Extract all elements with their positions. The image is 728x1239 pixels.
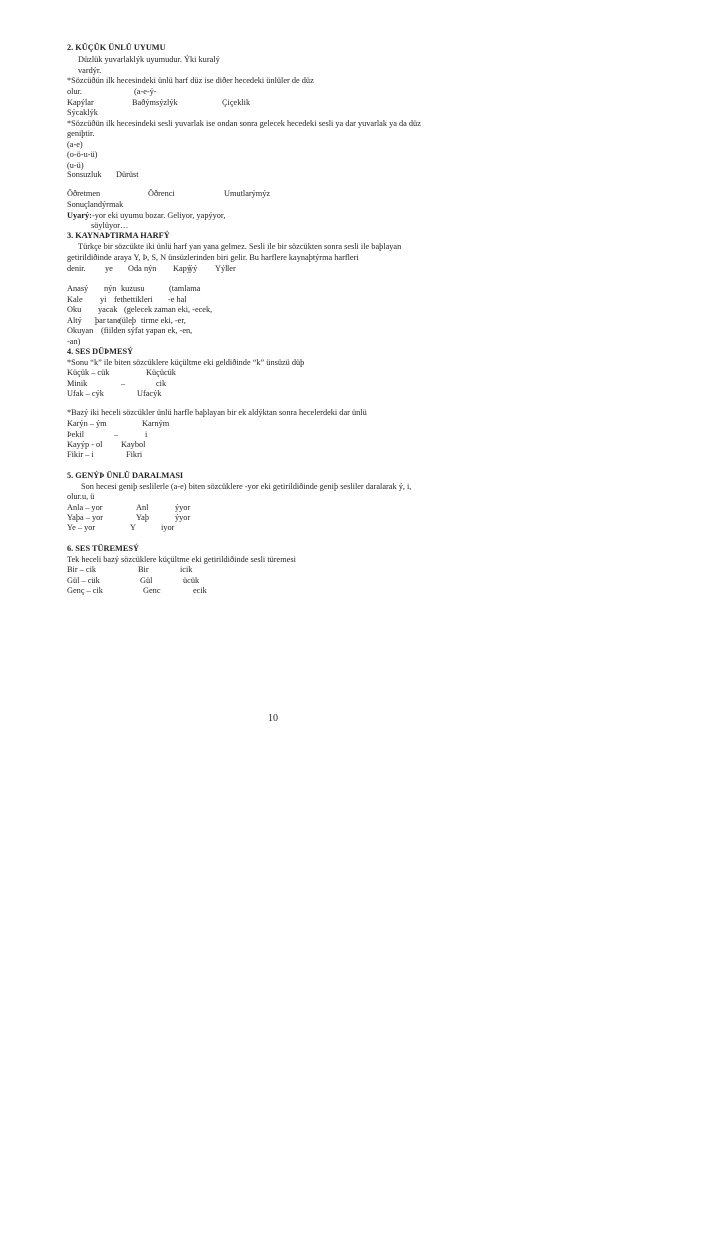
text-line: (u-ü) <box>67 161 84 170</box>
text-fragment: yacak <box>98 305 118 314</box>
text-fragment: Gül – cük <box>67 576 100 585</box>
page-number: 10 <box>268 713 278 724</box>
text-fragment: Oda <box>128 264 142 273</box>
text-fragment: olur. <box>67 87 82 96</box>
text-fragment: Anla – yor <box>67 503 103 512</box>
text-fragment: ýý <box>189 264 198 273</box>
text-fragment: iyor <box>161 523 175 532</box>
text-fragment: þar <box>95 316 106 325</box>
text-fragment: Oku <box>67 305 82 314</box>
text-line: olur.u, ü <box>67 492 95 501</box>
text-fragment: Kayýp - ol <box>67 440 103 449</box>
text-fragment: -yor eki uyumu bozar. Geliyor, yapýyor, <box>92 211 226 220</box>
text-fragment: cik <box>156 379 167 388</box>
text-fragment: (üleþ <box>119 316 137 325</box>
text-line: *Sözcüðün ilk hecesindeki ünlü harf düz ise diðer hecedeki ünlüler de düz <box>67 76 314 85</box>
text-line: Sonuçlandýrmak <box>67 200 124 209</box>
text-fragment: Baðýmsýzlýk <box>132 98 178 107</box>
warning-label: Uyarý: <box>67 211 92 220</box>
text-fragment: yi <box>100 295 107 304</box>
text-line: getirildiðinde araya Y, Þ, S, N ünsüzlerinden biri gelir. Bu harflere kaynaþtýrma harfleri <box>67 253 359 262</box>
text-fragment: – <box>114 430 119 439</box>
text-fragment: Altý <box>67 316 82 325</box>
text-fragment: nýn <box>144 264 157 273</box>
text-fragment: Bir <box>138 565 149 574</box>
text-fragment: ler <box>227 264 236 273</box>
text-line: Tek heceli bazý sözcüklere küçültme eki getirildiðinde sesli türemesi <box>67 555 296 564</box>
text-line: *Sonu “k” ile biten sözcüklere küçültme eki geldiðinde “k” ünsüzü düþ <box>67 358 305 367</box>
text-fragment: Bir – cik <box>67 565 97 574</box>
text-fragment: denir. <box>67 264 86 273</box>
text-line: geniþtir. <box>67 129 95 138</box>
text-fragment: ye <box>105 264 113 273</box>
text-fragment: Çiçeklik <box>222 98 251 107</box>
text-fragment: Kapýlar <box>67 98 94 107</box>
text-fragment: Minik <box>67 379 88 388</box>
section-3-title: 3. KAYNAÞTIRMA HARFÝ <box>67 231 170 240</box>
text-line: vardýr. <box>78 66 102 75</box>
text-fragment: Yaþa – yor <box>67 513 104 522</box>
text-fragment: (tamlama <box>169 284 201 293</box>
section-5-title: 5. GENÝÞ ÜNLÜ DARALMASI <box>67 471 184 480</box>
text-fragment: Kaybol <box>121 440 146 449</box>
text-fragment: Okuyan <box>67 326 94 335</box>
text-fragment: Þekil <box>67 430 85 439</box>
text-fragment: Genç – cik <box>67 586 103 595</box>
text-fragment: Yaþ <box>136 513 149 522</box>
text-fragment: Küçücük <box>146 368 176 377</box>
text-fragment: Ye – yor <box>67 523 96 532</box>
text-fragment: (gelecek zaman eki, -ecek, <box>124 305 213 314</box>
text-fragment: tirme eki, -er, <box>141 316 186 325</box>
text-fragment: Öðretmen <box>67 189 101 198</box>
text-line: (a-e) <box>67 140 83 149</box>
section-4-title: 4. SES DÜÞMESÝ <box>67 347 134 356</box>
text-fragment: Kale <box>67 295 83 304</box>
text-fragment: Yýl <box>215 264 228 273</box>
section-2-title: 2. KÜÇÜK ÜNLÜ UYUMU <box>67 43 166 52</box>
text-fragment: – <box>121 379 126 388</box>
text-fragment: ücük <box>183 576 200 585</box>
text-fragment: Anl <box>136 503 149 512</box>
text-fragment: Ufacýk <box>137 389 162 398</box>
text-fragment: Karným <box>142 419 170 428</box>
text-line: Türkçe bir sözcükte iki ünlü harf yan yana gelmez. Sesli ile bir sözcükten sonra sesli ile baþlayan <box>78 242 402 251</box>
text-fragment: tane <box>107 316 121 325</box>
text-fragment: (a-e-ý- <box>134 87 157 96</box>
text-fragment: Öðrenci <box>148 189 175 198</box>
text-fragment: Umutlarýmýz <box>224 189 271 198</box>
text-fragment: kuzusu <box>121 284 145 293</box>
text-fragment: Gül <box>140 576 153 585</box>
text-fragment: Genc <box>143 586 161 595</box>
text-fragment: Ufak – cýk <box>67 389 104 398</box>
text-line: Son hecesi geniþ seslilerle (a-e) biten sözcüklere -yor eki getirildiðinde geniþ sesliler daralarak ý, i, <box>81 482 412 491</box>
text-line: *Bazý iki heceli sözcükler ünlü harfle baþlayan bir ek aldýktan sonra hecelerdeki dar ünlü <box>67 408 367 417</box>
text-fragment: fethettikleri <box>114 295 153 304</box>
text-line: Sýcaklýk <box>67 108 98 117</box>
text-fragment: Sonsuzluk <box>67 170 102 179</box>
text-fragment: Fikir – i <box>67 450 94 459</box>
text-fragment: icik <box>180 565 193 574</box>
text-fragment: Fikri <box>126 450 143 459</box>
text-fragment: ecik <box>193 586 207 595</box>
text-fragment: ýyor <box>175 513 191 522</box>
text-fragment: Küçük – cük <box>67 368 110 377</box>
text-fragment: Anasý <box>67 284 89 293</box>
text-fragment: (fiilden sýfat yapan ek, -en, <box>101 326 193 335</box>
text-line: *Sözcüðün ilk hecesindeki sesli yuvarlak ise ondan sonra gelecek hecedeki sesli ya dar yuvarlak ya da düz <box>67 119 421 128</box>
text-fragment: Y <box>130 523 136 532</box>
text-line: söylüyor… <box>91 221 129 230</box>
text-fragment: Karýn – ým <box>67 419 107 428</box>
text-fragment: -e hal <box>168 295 187 304</box>
text-line: -an) <box>67 337 81 346</box>
text-fragment: nýn <box>104 284 117 293</box>
text-line: (o-ö-u-ü) <box>67 150 98 159</box>
text-line: Düzlük yuvarlaklýk uyumudur. Ýki kuralý <box>78 55 220 64</box>
text-fragment: Kapý <box>173 264 191 273</box>
text-fragment: ýyor <box>175 503 191 512</box>
text-fragment: i <box>145 430 148 439</box>
text-fragment: Dürüst <box>116 170 139 179</box>
section-6-title: 6. SES TÜREMESÝ <box>67 544 140 553</box>
